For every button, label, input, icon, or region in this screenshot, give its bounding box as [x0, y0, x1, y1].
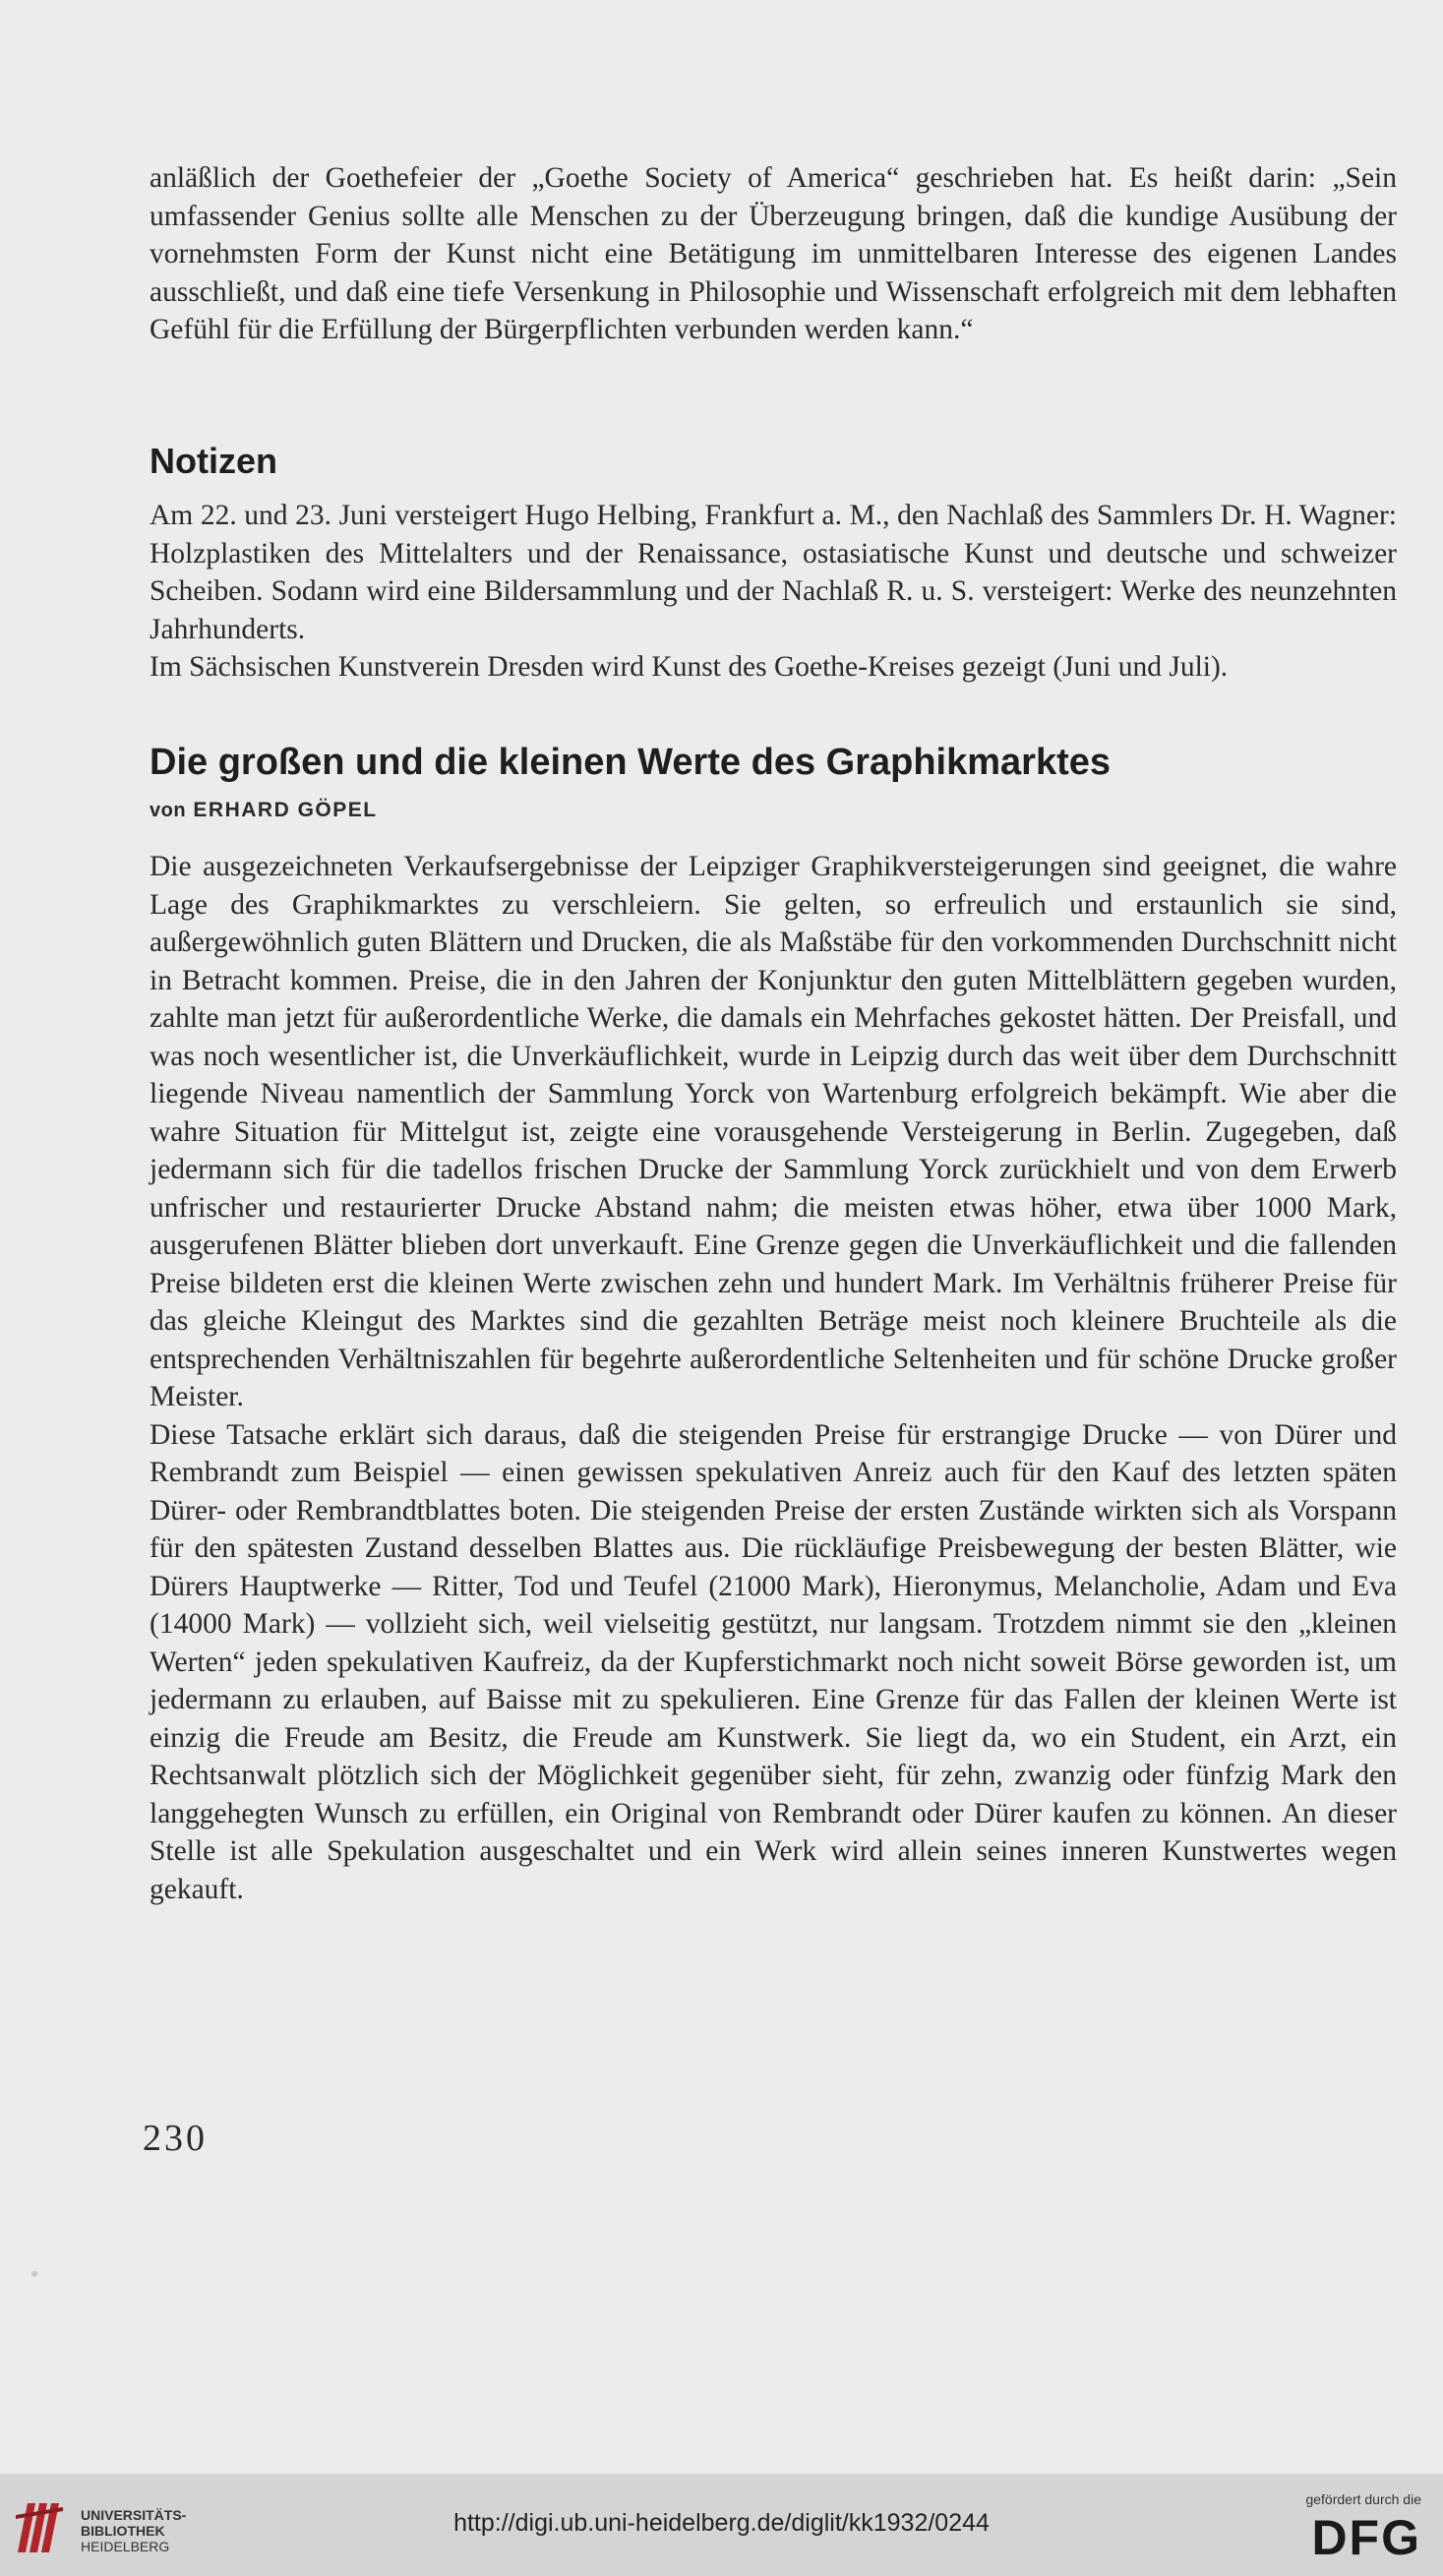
- digitization-footer: [0, 2474, 1443, 2576]
- scan-speck: [30, 2269, 39, 2279]
- dfg-logo: DFG: [1311, 2510, 1421, 2565]
- article-paragraph: Die ausgezeichneten Verkaufsergebnisse der Leipziger Graphikversteigerungen sind geeignet, die wahre Lage des Graphikmarktes zu verschleiern. Sie gelten, so erfreulich und erstaunlich sie sind, außergewöhnlich guten Blättern und Drucken, die als Maßstäbe für den vorkommenden Durchschnitt nicht in Betracht kommen. Preise, die in den Jahren der Konjunktur den guten Mittelblättern gegeben wurden, zahlte man jetzt für außerordentliche Werke, die damals ein Mehrfaches gekostet hätten. Der Preisfall, und was noch wesentlicher ist, die Unverkäuflichkeit, wurde in Leipzig durch das weit über dem Durchschnitt liegende Niveau namentlich der Sammlung Yorck von Wartenburg erfolgreich bekämpft. Wie aber die wahre Situation für Mittelgut ist, zeigte eine vorausgehende Versteigerung in Berlin. Zugegeben, daß jedermann sich für die tadellos frischen Drucke der Sammlung Yorck zurückhielt und von dem Erwerb unfrischer und restaurierter Drucke Abstand nahm; die meisten etwas höher, etwa über 1000 Mark, ausgerufenen Blätter blieben dort unverkauft. Eine Grenze gegen die Unverkäuflichkeit und die fallenden Preise bildeten erst die kleinen Werte zwischen zehn und hundert Mark. Im Verhältnis früherer Preise für das gleiche Kleingut des Marktes sind die gezahlten Beträge meist noch kleinere Bruchteile als die entsprechenden Verhältniszahlen für begehrte außerordentliche Seltenheiten und für schöne Drucke großer Meister.: [150, 851, 1397, 1412]
- article-byline: [150, 799, 378, 822]
- author-prefix: von: [150, 800, 187, 821]
- page-number: 230: [143, 2118, 208, 2159]
- notizen-paragraph: Am 22. und 23. Juni versteigert Hugo Helbing, Frankfurt a. M., den Nachlaß des Sammlers Dr. H. Wagner: Holzplastiken des Mittelalters und der Renaissance, ostasiatische Kunst und deutsche und schweizer Scheiben. Sodann wird eine Bildersammlung und der Nachlaß R. u. S. versteigert: Werke des neunzehnten Jahrhunderts.: [150, 500, 1397, 645]
- intro-paragraph: anläßlich der Goethefeier der „Goethe Society of America“ geschrieben hat. Es heißt darin: „Sein umfassender Genius sollte alle Menschen zu der Überzeugung bringen, daß die kundige Ausübung der vornehmsten Form der Kunst nicht eine Betätigung im unmittelbaren Interesse des eigenen Landes ausschließt, und daß eine tiefe Versenkung in Philosophie und Wissenschaft erfolgreich mit dem lebhaften Gefühl für die Erfüllung der Bürgerpflichten verbunden werden kann.“: [150, 162, 1397, 345]
- notizen-paragraph: Im Sächsischen Kunstverein Dresden wird Kunst des Goethe-Kreises gezeigt (Juni und Juli).: [150, 651, 1229, 683]
- library-name: UNIVERSITÄTS- BIBLIOTHEK HEIDELBERG: [81, 2507, 187, 2554]
- article-title: Die großen und die kleinen Werte des Graphikmarktes: [150, 742, 1112, 783]
- notizen-heading: Notizen: [150, 441, 277, 481]
- permalink-url[interactable]: http://digi.ub.uni-heidelberg.de/diglit/kk1932/0244: [453, 2509, 990, 2537]
- funded-by-label: gefördert durch die: [1305, 2491, 1421, 2507]
- article-body: [150, 848, 1397, 1908]
- article-paragraph: Diese Tatsache erklärt sich daraus, daß die steigenden Preise für erstrangige Drucke — von Dürer und Rembrandt zum Beispiel — einen gewissen spekulativen Anreiz auch für den Kauf des letzten späten Dürer- oder Rembrandtblattes boten. Die steigenden Preise der ersten Zustände wirkten sich als Vorspann für den spätesten Zustand desselben Blattes aus. Die rückläufige Preisbewegung der besten Blätter, wie Dürers Hauptwerke — Ritter, Tod und Teufel (21000 Mark), Hieronymus, Melancholie, Adam und Eva (14000 Mark) — vollzieht sich, weil vielseitig gestützt, nur langsam. Trotzdem nimmt sie den „kleinen Werten“ jeden spekulativen Kaufreiz, da der Kupferstichmarkt noch nicht soweit Börse geworden ist, um jedermann zu erlauben, auf Baisse mit zu spekulieren. Eine Grenze für das Fallen der kleinen Werte ist einzig die Freude am Besitz, die Freude am Kunstwerk. Sie liegt da, wo ein Student, ein Arzt, ein Rechtsanwalt plötzlich sich der Möglichkeit gegenüber sieht, für zehn, zwanzig oder fünfzig Mark den langgehegten Wunsch zu erfüllen, ein Original von Rembrandt oder Dürer kaufen zu können. An dieser Stelle ist alle Spekulation ausgeschaltet und ein Werk wird allein seines inneren Kunstwertes wegen gekauft.: [150, 1418, 1397, 1905]
- notizen-section: [150, 497, 1397, 687]
- author-name: ERHARD GÖPEL: [193, 799, 378, 821]
